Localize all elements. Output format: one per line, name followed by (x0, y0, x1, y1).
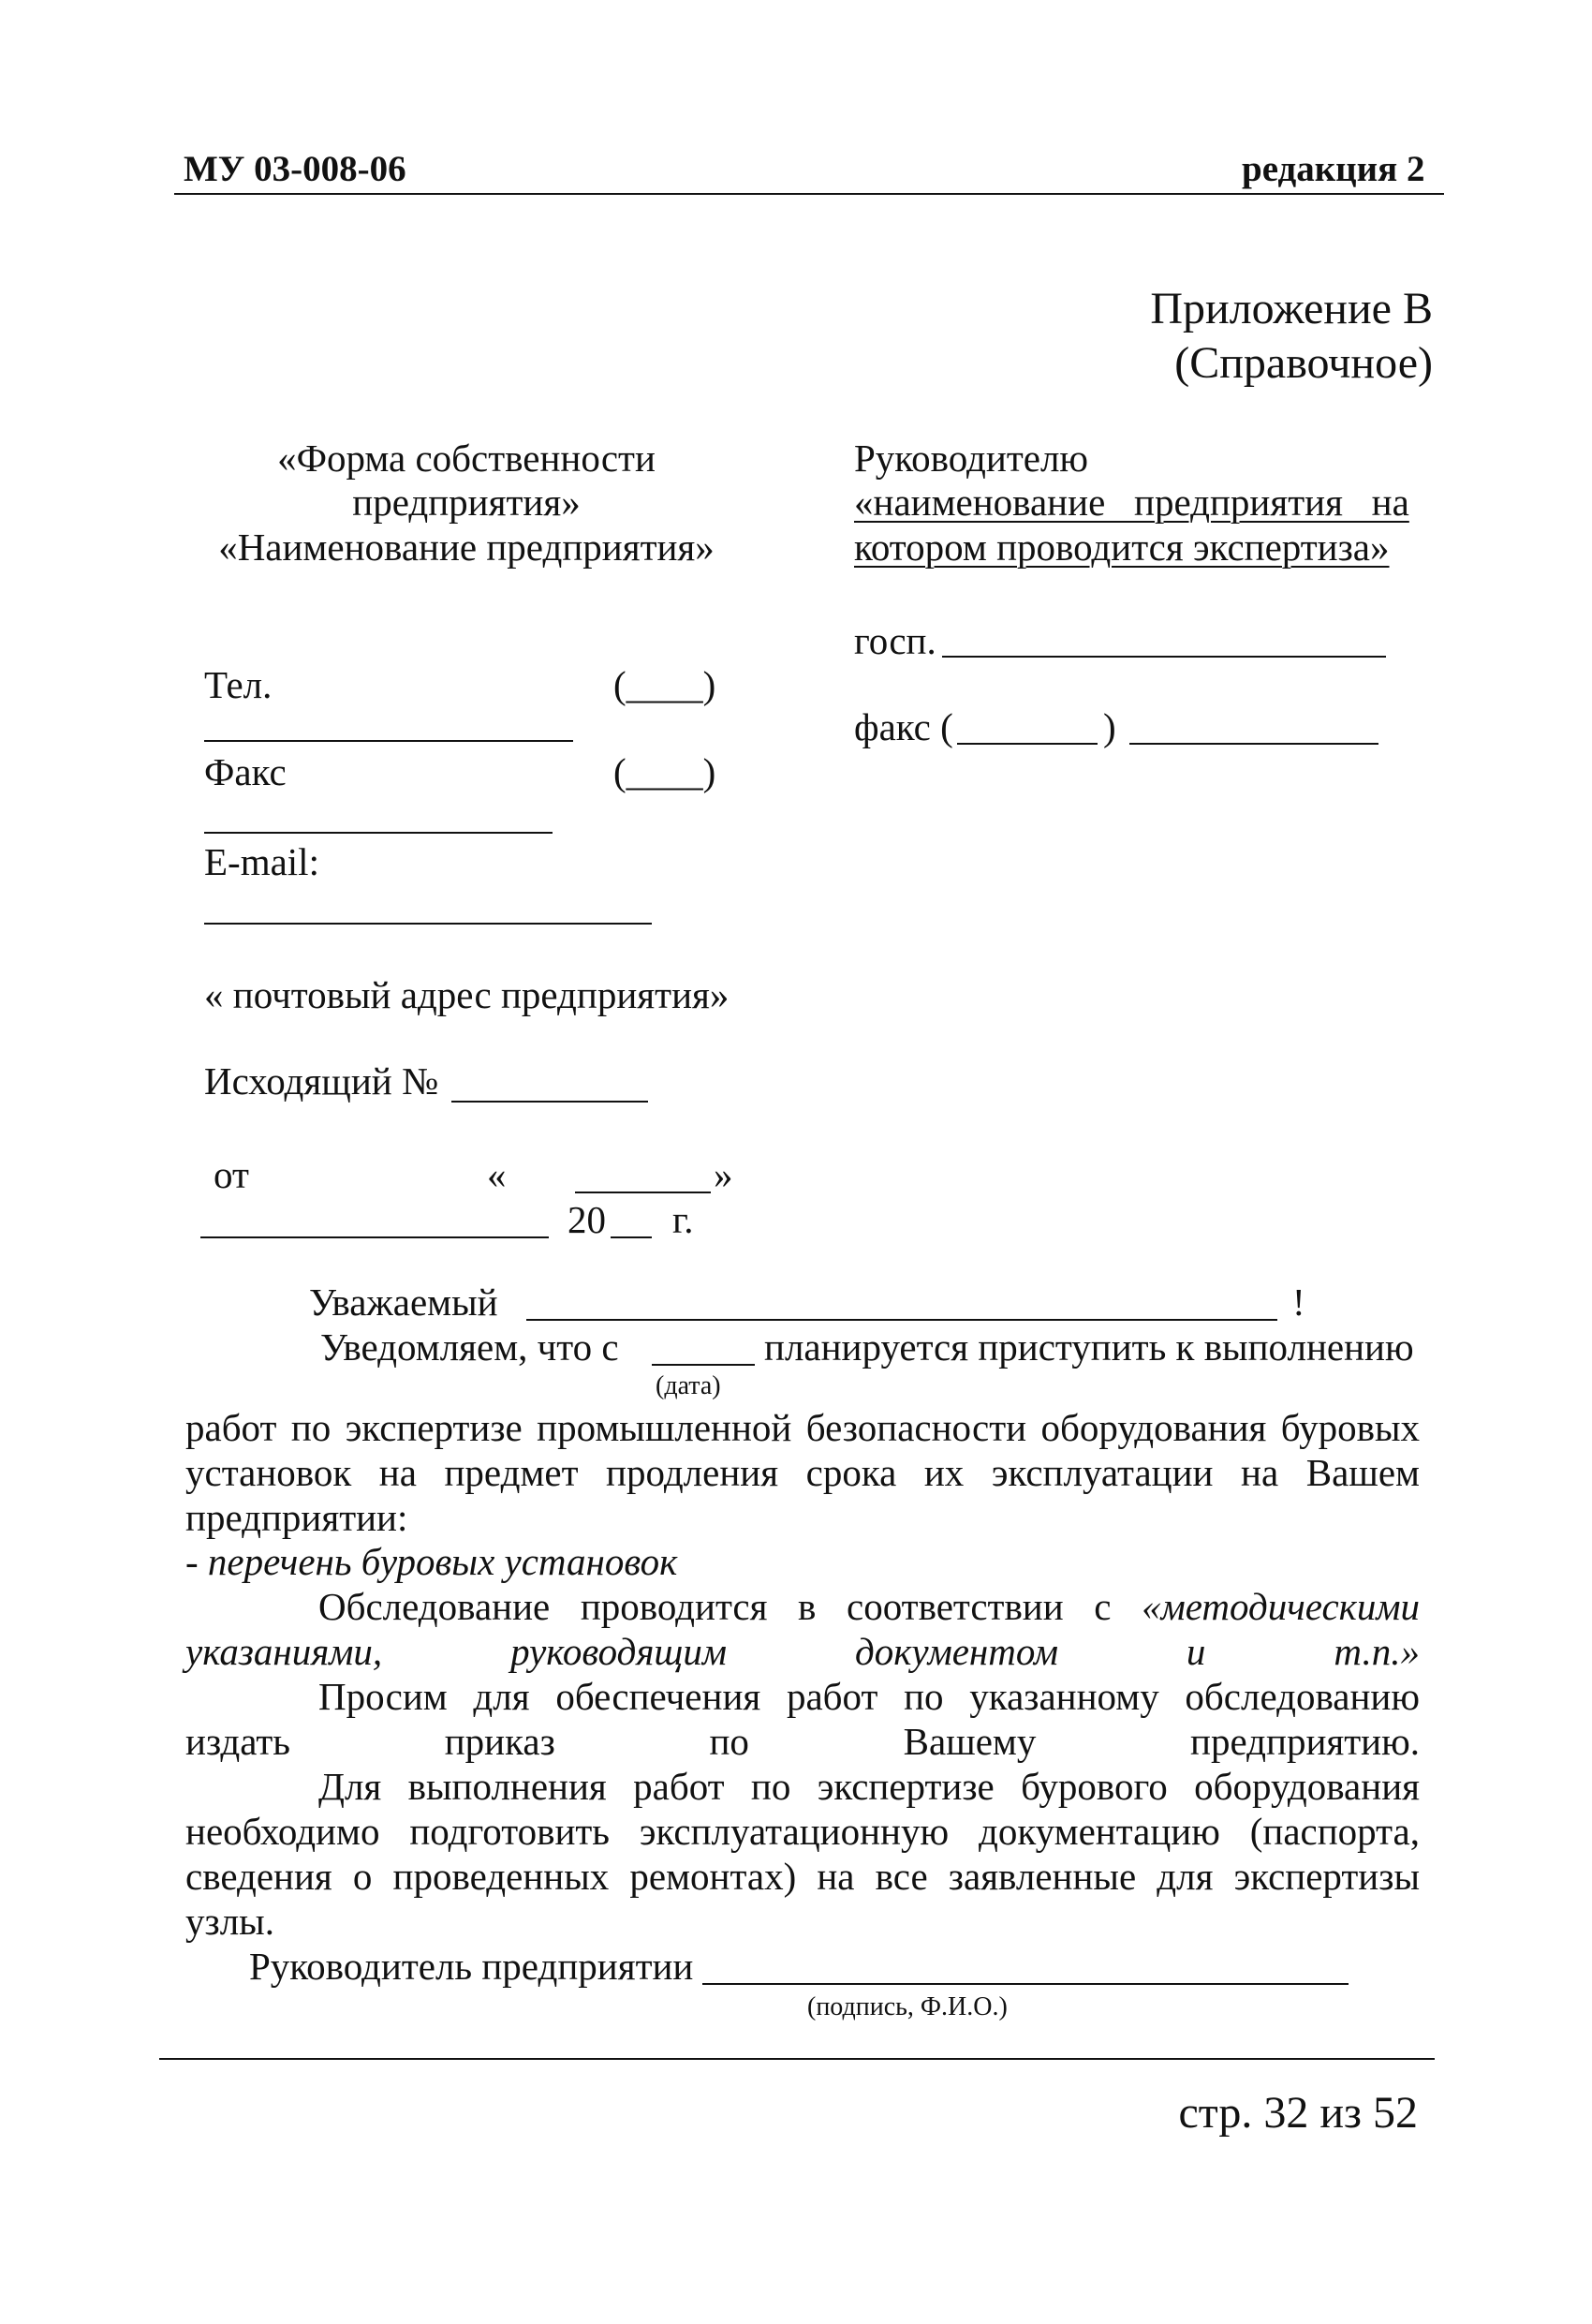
paragraph-scope-text: работ по экспертизе промышленной безопасности оборудования буровых установок на предмет продления срока их эксплуатации на Вашем предприятии: (185, 1406, 1420, 1539)
date-day-line (575, 1192, 711, 1193)
date-caption: (дата) (656, 1371, 721, 1400)
postal-address: « почтовый адрес предприятия» (204, 973, 730, 1016)
signature-line (702, 1983, 1349, 1985)
fax-label: Факс (204, 750, 287, 793)
paragraph-documents-text: Для выполнения работ по экспертизе бурового оборудования необходимо подготовить эксплуатационную документацию (паспорта, сведения о проведенных ремонтах) на все заявленные для экспертизы узлы. (185, 1765, 1420, 1943)
fax-line (204, 832, 553, 834)
recipient-fax-number-line (1129, 743, 1378, 745)
recipient-enterprise-line1: «наименование предприятия на (854, 481, 1409, 524)
document-code: МУ 03-008-06 (184, 149, 406, 189)
footer-rule (159, 2058, 1435, 2060)
recipient-fax-close: ) (1103, 705, 1116, 748)
recipient-fax-label: факс ( (854, 705, 953, 748)
greeting-exclamation: ! (1292, 1280, 1305, 1324)
outgoing-number-label: Исходящий № (204, 1059, 439, 1103)
from-label: от (214, 1153, 249, 1196)
recipient-fax-code-line (957, 743, 1098, 745)
recipient-head: Руководителю (854, 437, 1089, 480)
header-rule (174, 193, 1444, 195)
appendix-subtitle: (Справочное) (1174, 338, 1433, 388)
paragraph-basis (185, 1584, 1420, 1674)
tel-line (204, 740, 573, 742)
fax-code: (____) (613, 750, 716, 793)
year-suffix: г. (672, 1198, 694, 1241)
email-label: E-mail: (204, 840, 319, 883)
recipient-enterprise-line2: котором проводится экспертиза» (854, 525, 1390, 569)
paragraph-basis-reference: «методическими указаниями, руководящим документом и т.п.» (185, 1585, 1420, 1673)
sender-enterprise-word: предприятия» (352, 481, 581, 524)
paragraph-basis-text: Обследование проводится в соответствии с (318, 1585, 1142, 1628)
email-line (204, 923, 652, 925)
tel-label: Тел. (204, 663, 273, 706)
signature-label: Руководитель предприятии (249, 1945, 694, 1988)
tel-code: (____) (613, 663, 716, 706)
sender-enterprise-name: «Наименование предприятия» (218, 525, 715, 569)
notify-date-line (652, 1364, 755, 1366)
date-month-line (200, 1236, 549, 1238)
year-prefix: 20 (568, 1198, 606, 1241)
edition-label: редакция 2 (1242, 149, 1425, 189)
greeting-name-line (526, 1319, 1277, 1321)
page-number: стр. 32 из 52 (1178, 2088, 1418, 2138)
year-line (611, 1236, 652, 1238)
signature-caption: (подпись, Ф.И.О.) (807, 1992, 1008, 2021)
notify-start: Уведомляем, что с (320, 1325, 619, 1369)
paragraph-request-text: Просим для обеспечения работ по указанному обследованию издать приказ по Вашему предприятию. (185, 1675, 1420, 1763)
recipient-name-line (942, 656, 1386, 658)
paragraph-documents (185, 1764, 1420, 1944)
paragraph-scope (185, 1405, 1420, 1540)
recipient-mr-label: госп. (854, 619, 936, 662)
notify-end: планируется приступить к выполнению (764, 1325, 1414, 1369)
outgoing-number-line (451, 1101, 648, 1103)
paragraph-request (185, 1674, 1420, 1764)
greeting: Уважаемый (309, 1280, 498, 1324)
rig-list-item: - перечень буровых установок (185, 1540, 678, 1583)
sender-ownership: «Форма собственности (277, 437, 656, 480)
date-quote-close: » (714, 1153, 733, 1196)
appendix-title: Приложение В (1150, 284, 1433, 333)
date-quote-open: « (487, 1153, 507, 1196)
